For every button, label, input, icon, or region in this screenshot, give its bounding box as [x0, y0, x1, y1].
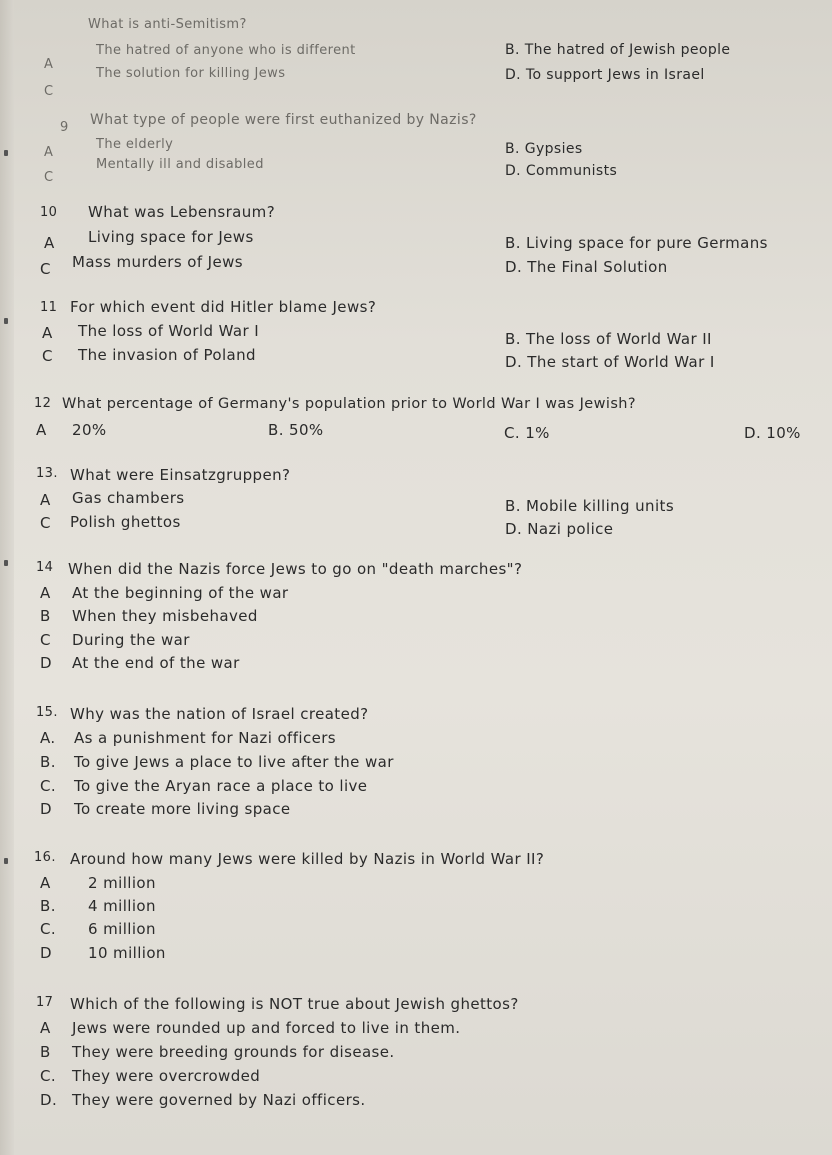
q8-option-d: D. To support Jews in Israel — [505, 67, 705, 83]
q15-option-a-text: As a punishment for Nazi officers — [74, 729, 337, 747]
q17-option-b-text: They were breeding grounds for disease. — [72, 1043, 395, 1061]
q9-option-c-text: Mentally ill and disabled — [96, 157, 264, 172]
q13-option-a-text: Gas chambers — [72, 489, 185, 507]
q11-option-a-text: The loss of World War I — [78, 322, 260, 340]
scan-mark — [4, 318, 8, 324]
q17-option-a-letter: A — [40, 1019, 51, 1037]
q13-option-b: B. Mobile killing units — [505, 497, 675, 515]
q11-option-c-text: The invasion of Poland — [78, 346, 256, 364]
q8-option-b: B. The hatred of Jewish people — [505, 42, 731, 58]
q10-option-a-text: Living space for Jews — [88, 228, 254, 246]
q9-option-c-letter: C — [44, 170, 54, 185]
q15-option-b-letter: B. — [40, 753, 56, 771]
q13-option-c-letter: C — [40, 514, 51, 532]
q17-option-c-text: They were overcrowded — [72, 1067, 261, 1085]
q14-option-d-text: At the end of the war — [72, 654, 240, 672]
q16-number: 16. — [34, 850, 56, 865]
q14-number: 14 — [36, 560, 54, 575]
q16-option-d-letter: D — [40, 944, 52, 962]
q8-question: What is anti-Semitism? — [88, 17, 247, 32]
q10-question: What was Lebensraum? — [88, 203, 276, 221]
q17-option-d-letter: D. — [40, 1091, 58, 1109]
q17-option-b-letter: B — [40, 1043, 51, 1061]
q16-option-c-letter: C. — [40, 920, 57, 938]
q16-option-b-text: 4 million — [88, 897, 156, 915]
q16-question: Around how many Jews were killed by Nazis in World War II? — [70, 850, 545, 868]
q16-option-b-letter: B. — [40, 897, 56, 915]
q12-question: What percentage of Germany's population prior to World War I was Jewish? — [62, 396, 636, 412]
q11-option-d: D. The start of World War I — [505, 353, 715, 371]
q13-option-a-letter: A — [40, 491, 51, 509]
q14-option-d-letter: D — [40, 654, 52, 672]
scan-mark — [4, 150, 8, 156]
q16-option-a-letter: A — [40, 874, 51, 892]
q9-option-a-text: The elderly — [96, 137, 174, 152]
q13-option-d: D. Nazi police — [505, 520, 614, 538]
q9-question: What type of people were first euthanized by Nazis? — [90, 112, 477, 128]
q15-option-b-text: To give Jews a place to live after the war — [74, 753, 394, 771]
q11-question: For which event did Hitler blame Jews? — [70, 298, 377, 316]
q17-option-a-text: Jews were rounded up and forced to live in them. — [72, 1019, 461, 1037]
q12-option-a-letter: A — [36, 421, 47, 439]
q10-option-c-letter: C — [40, 260, 51, 278]
q15-option-d-text: To create more living space — [74, 800, 291, 818]
q15-option-c-letter: C. — [40, 777, 57, 795]
q9-option-b: B. Gypsies — [505, 141, 583, 157]
q17-option-d-text: They were governed by Nazi officers. — [72, 1091, 366, 1109]
scan-mark — [4, 560, 8, 566]
q14-question: When did the Nazis force Jews to go on "death marches"? — [68, 560, 523, 578]
q14-option-c-letter: C — [40, 631, 51, 649]
scan-mark — [4, 858, 8, 864]
q11-number: 11 — [40, 300, 58, 315]
q11-option-a-letter: A — [42, 324, 53, 342]
q16-option-a-text: 2 million — [88, 874, 156, 892]
q15-option-c-text: To give the Aryan race a place to live — [74, 777, 368, 795]
q8-option-a-text: The hatred of anyone who is different — [96, 43, 356, 58]
q14-option-b-text: When they misbehaved — [72, 607, 258, 625]
page-edge-shadow — [0, 0, 14, 1155]
q13-number: 13. — [36, 466, 58, 481]
q9-option-a-letter: A — [44, 145, 54, 160]
q12-option-b: B. 50% — [268, 421, 324, 439]
q10-number: 10 — [40, 205, 58, 220]
q16-option-c-text: 6 million — [88, 920, 156, 938]
q10-option-b: B. Living space for pure Germans — [505, 234, 768, 252]
q17-question: Which of the following is NOT true about Jewish ghettos? — [70, 995, 519, 1013]
q13-option-c-text: Polish ghettos — [70, 513, 181, 531]
q14-option-a-letter: A — [40, 584, 51, 602]
q15-option-a-letter: A. — [40, 729, 56, 747]
q8-option-c-letter: C — [44, 84, 54, 99]
q14-option-c-text: During the war — [72, 631, 190, 649]
q13-question: What were Einsatzgruppen? — [70, 466, 291, 484]
q11-option-b: B. The loss of World War II — [505, 330, 712, 348]
q10-option-a-letter: A — [44, 234, 55, 252]
q10-option-d: D. The Final Solution — [505, 258, 668, 276]
q12-option-d: D. 10% — [744, 424, 801, 442]
q14-option-b-letter: B — [40, 607, 51, 625]
q12-number: 12 — [34, 396, 52, 411]
q15-number: 15. — [36, 705, 58, 720]
q15-option-d-letter: D — [40, 800, 52, 818]
q8-option-a-letter: A — [44, 57, 54, 72]
q12-option-c: C. 1% — [504, 424, 550, 442]
q8-option-c-text: The solution for killing Jews — [96, 66, 286, 81]
q9-number: 9 — [60, 120, 69, 135]
q16-option-d-text: 10 million — [88, 944, 166, 962]
q12-option-a-text: 20% — [72, 421, 107, 439]
q10-option-c-text: Mass murders of Jews — [72, 253, 244, 271]
q15-question: Why was the nation of Israel created? — [70, 705, 369, 723]
q17-option-c-letter: C. — [40, 1067, 57, 1085]
q14-option-a-text: At the beginning of the war — [72, 584, 289, 602]
q11-option-c-letter: C — [42, 347, 53, 365]
q17-number: 17 — [36, 995, 54, 1010]
q9-option-d: D. Communists — [505, 163, 618, 179]
